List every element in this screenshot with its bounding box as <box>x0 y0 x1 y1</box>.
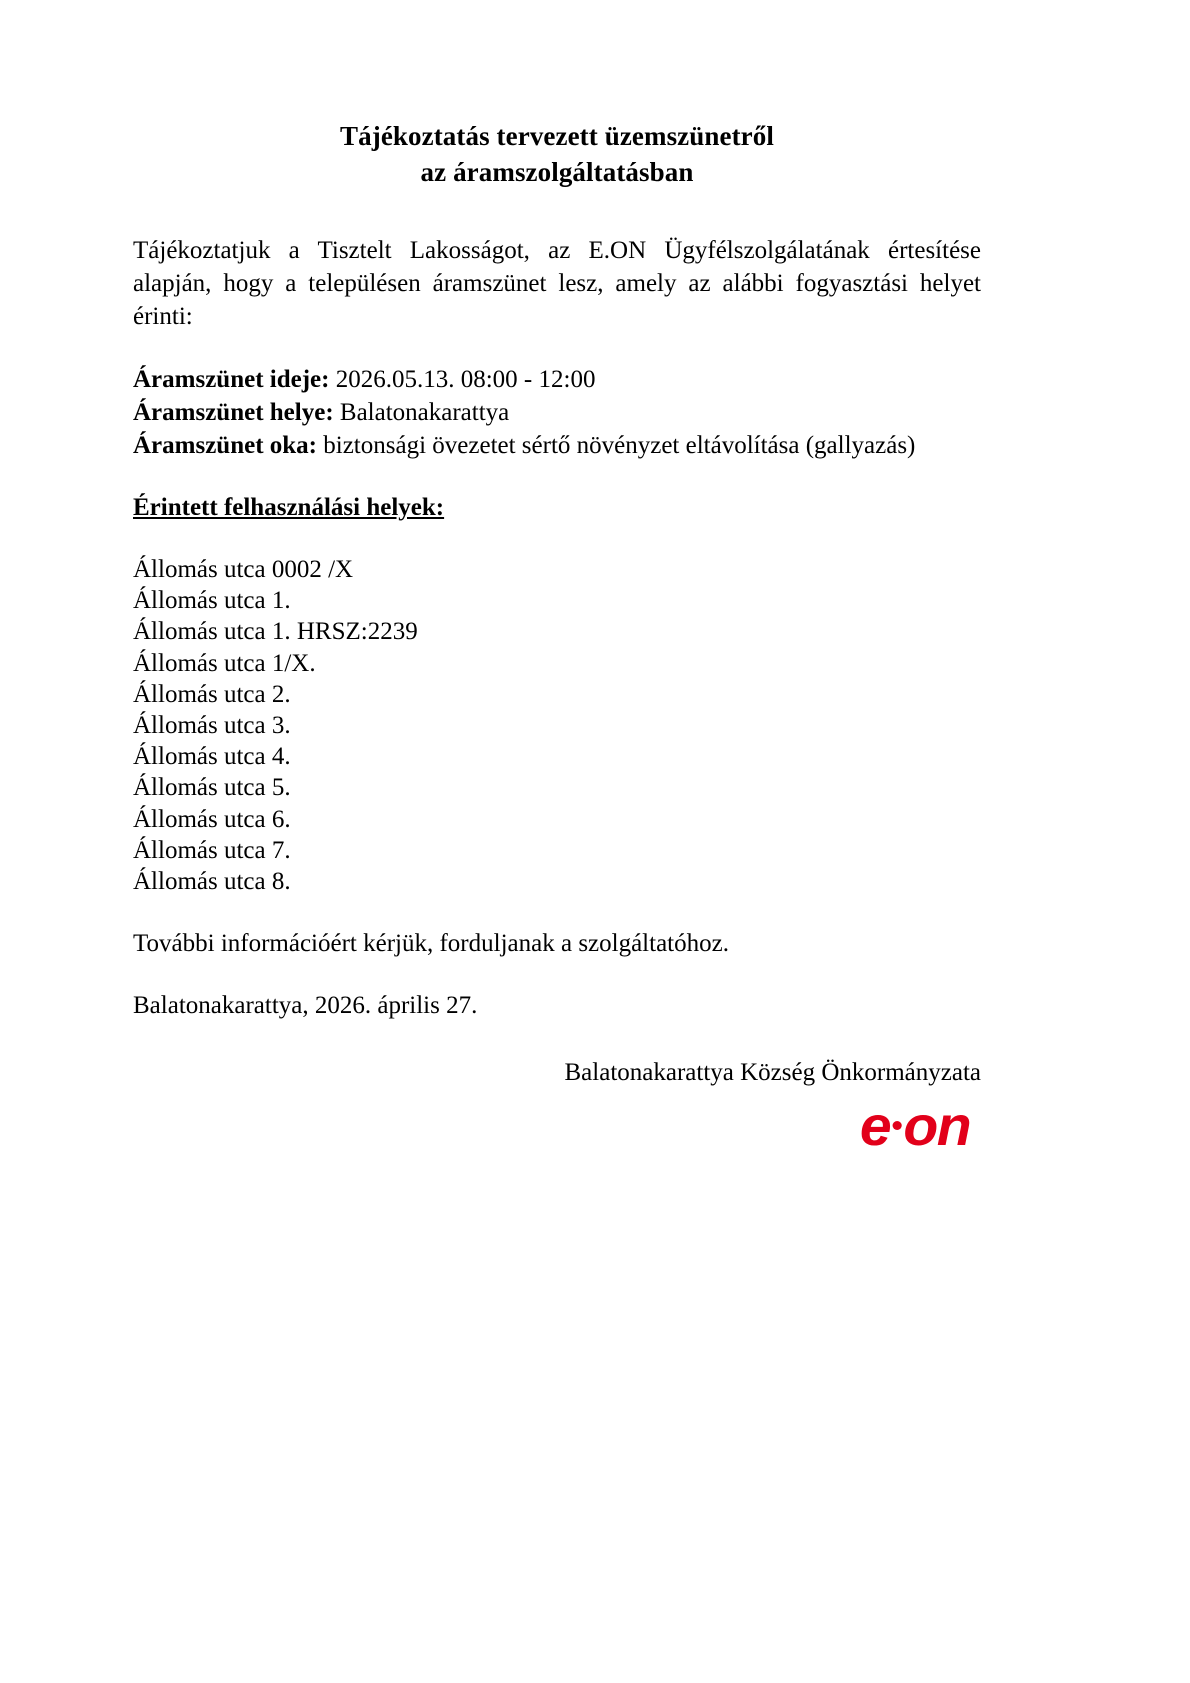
list-item: Állomás utca 8. <box>133 868 291 896</box>
list-item: Állomás utca 1. <box>133 587 291 615</box>
outage-place-value: Balatonakarattya <box>339 399 510 426</box>
outage-reason-label: Áramszünet oka: <box>133 432 318 459</box>
intro-paragraph: Tájékoztatjuk a Tisztelt Lakosságot, az E.ON Ügyfélszolgálatának értesítése alapján, hogy a településen áramszünet lesz, amely az alábbi fogyasztási helyet érinti: <box>133 237 981 330</box>
list-item: Állomás utca 7. <box>133 836 291 864</box>
affected-locations-heading-text: Érintett felhasználási helyek: <box>133 494 445 521</box>
eon-logo-on: on <box>903 1094 971 1158</box>
list-item: Állomás utca 6. <box>133 805 291 833</box>
title-line-2: az áramszolgáltatásban <box>420 157 694 187</box>
outage-place-label: Áramszünet helye: <box>133 399 334 426</box>
document-body <box>133 0 981 1157</box>
affected-locations-heading <box>133 462 981 524</box>
page-title <box>133 0 981 190</box>
outage-details <box>133 333 981 462</box>
list-item: Állomás utca 1. HRSZ:2239 <box>133 618 418 646</box>
signature-line: Balatonakarattya Község Önkormányzata <box>564 1059 981 1087</box>
closing-note: További információért kérjük, forduljanak a szolgáltatóhoz. <box>133 930 729 958</box>
list-item: Állomás utca 5. <box>133 774 291 802</box>
outage-place-row <box>133 396 981 429</box>
dateline: Balatonakarattya, 2026. április 27. <box>133 992 478 1020</box>
list-item: Állomás utca 1/X. <box>133 649 316 677</box>
outage-time-label: Áramszünet ideje: <box>133 366 330 393</box>
eon-logo-e: e <box>859 1094 891 1158</box>
list-item: Állomás utca 2. <box>133 680 291 708</box>
list-item: Állomás utca 4. <box>133 743 291 771</box>
eon-logo-dot <box>892 1121 901 1130</box>
eon-logo <box>860 1095 970 1157</box>
affected-locations-list <box>133 524 981 897</box>
title-line-1: Tájékoztatás tervezett üzemszünetről <box>340 121 774 151</box>
outage-reason-value: biztonsági övezetet sértő növényzet eltávolítása (gallyazás) <box>323 432 916 459</box>
outage-reason-row <box>133 429 981 462</box>
outage-time-value: 2026.05.13. 08:00 - 12:00 <box>335 366 596 393</box>
list-item: Állomás utca 0002 /X <box>133 556 354 583</box>
list-item: Állomás utca 3. <box>133 712 291 740</box>
outage-time-row <box>133 363 981 396</box>
logo-container <box>133 1089 981 1157</box>
